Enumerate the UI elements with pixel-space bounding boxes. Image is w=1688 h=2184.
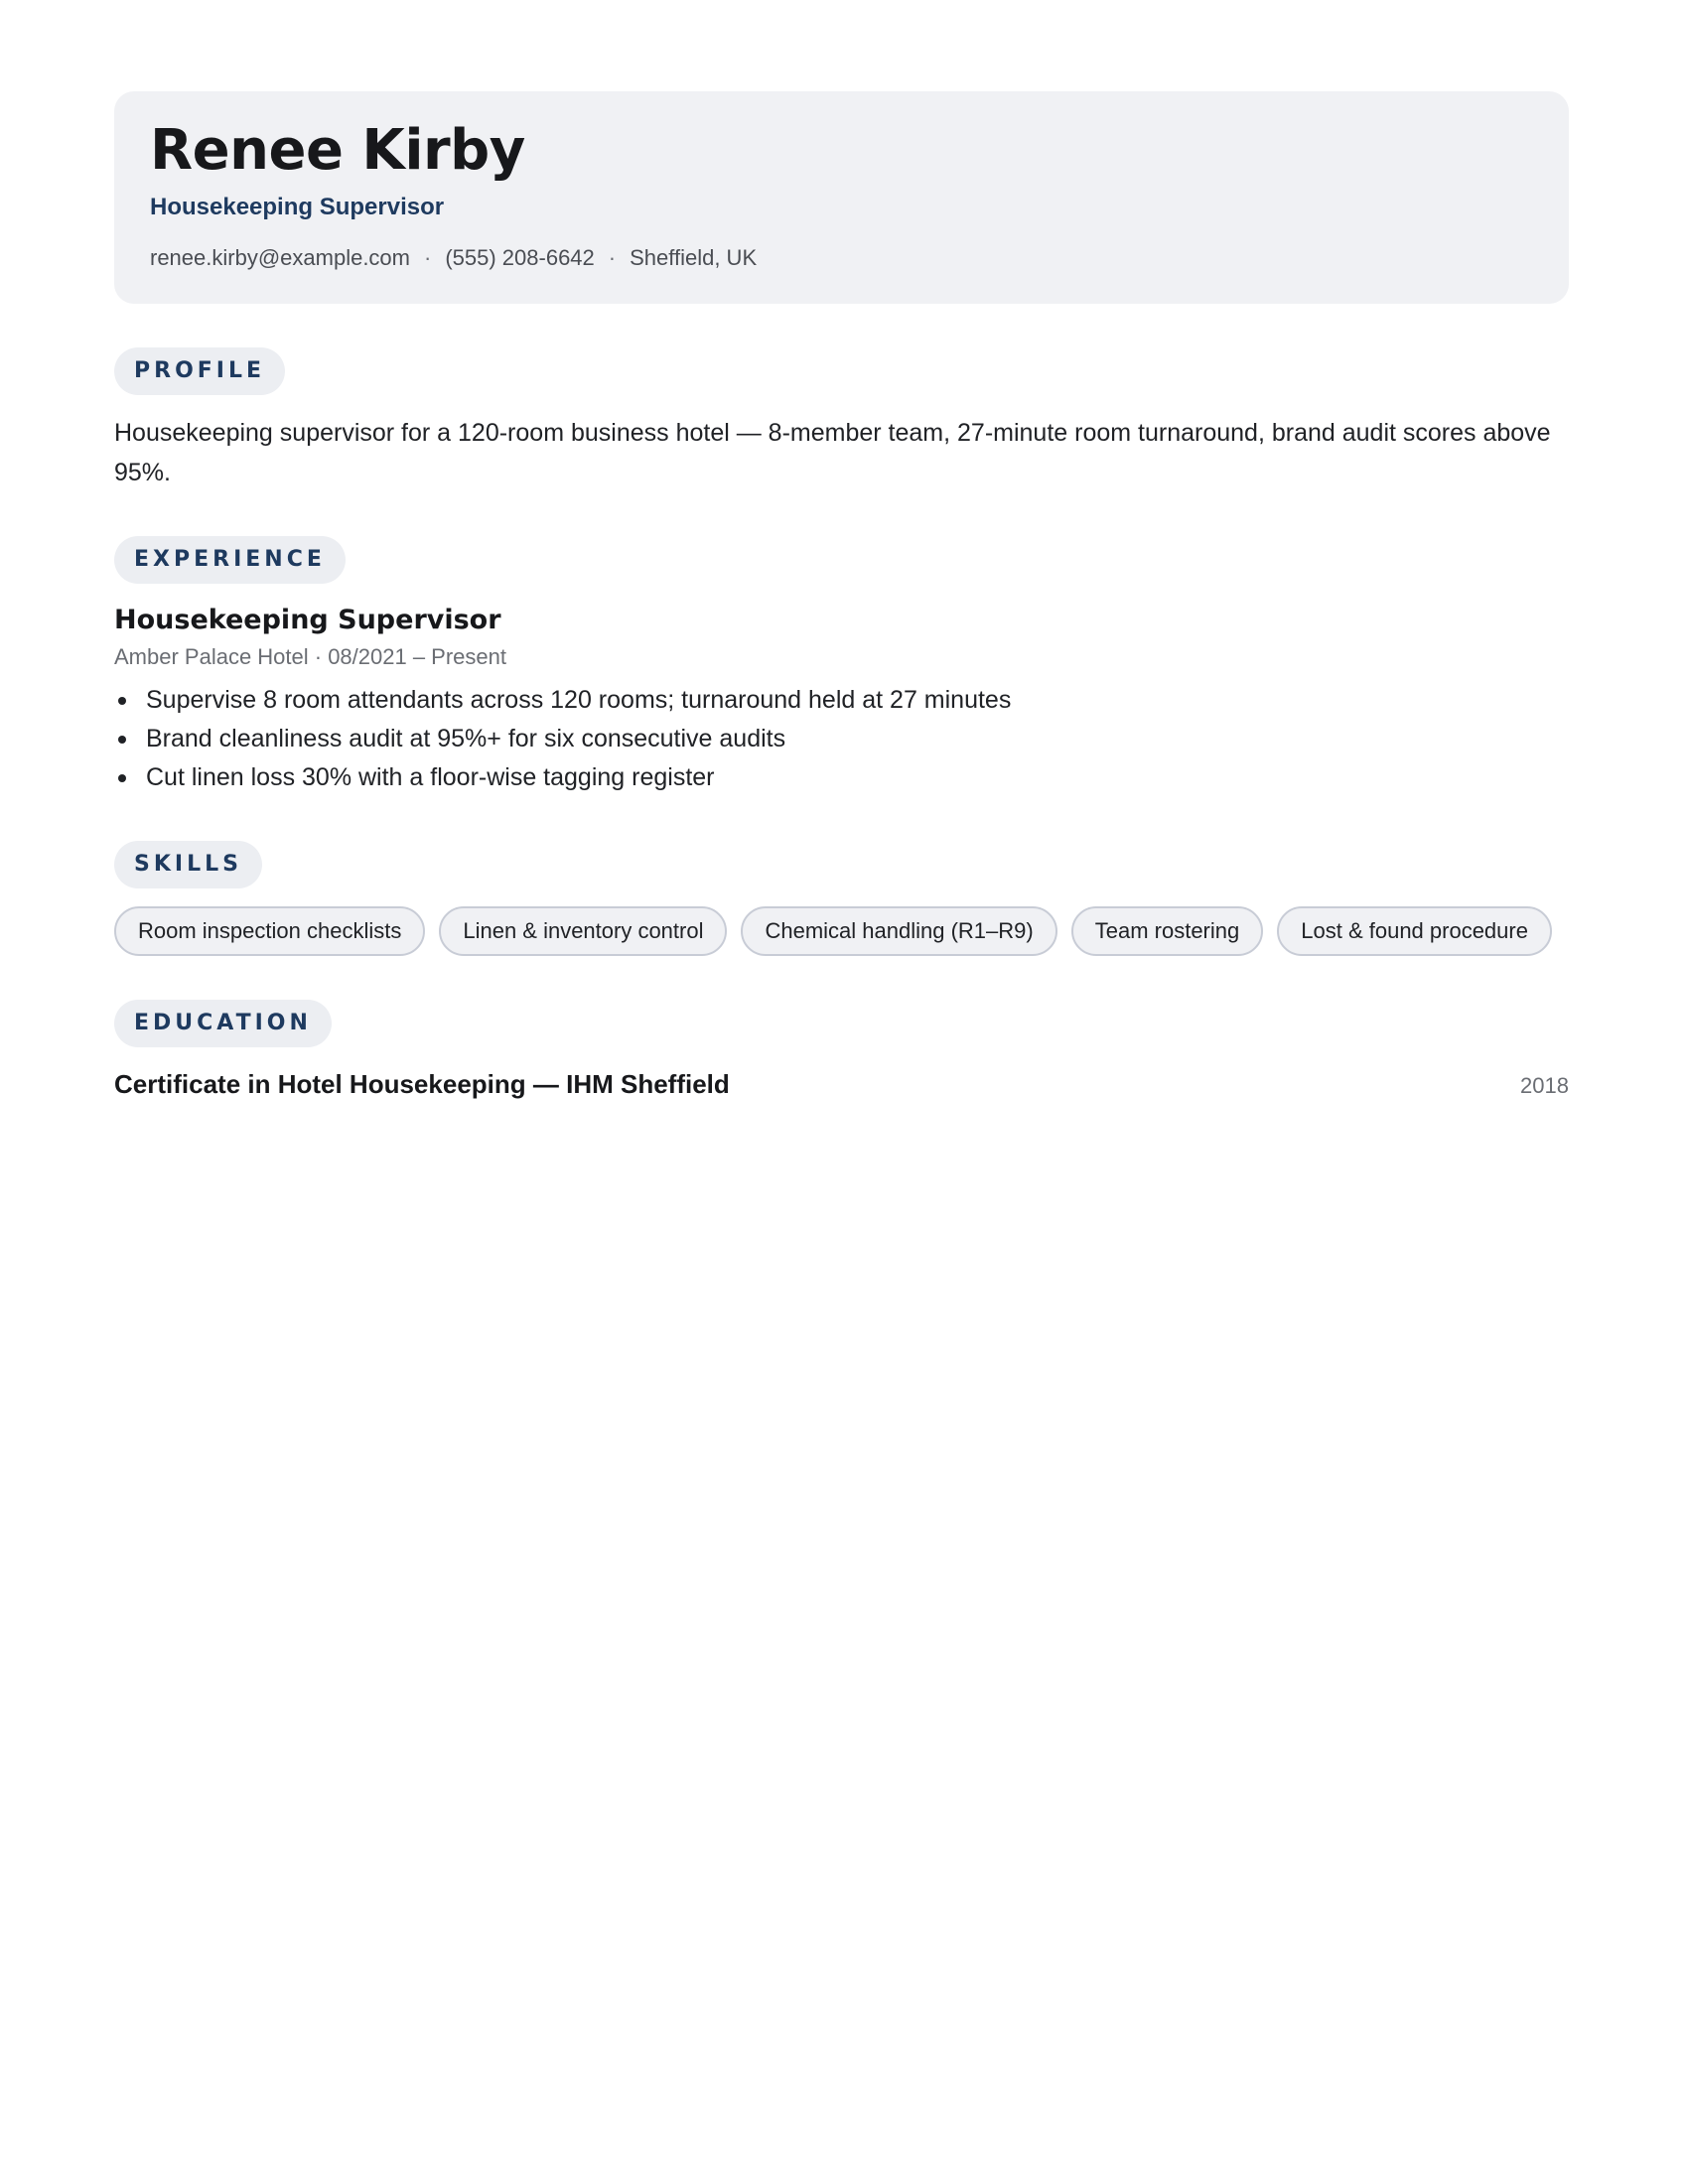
education-year: 2018 <box>1520 1073 1569 1098</box>
job-entry <box>114 604 1569 797</box>
job-bullet: Supervise 8 room attendants across 120 rooms; turnaround held at 27 minutes <box>146 681 1569 720</box>
job-meta: Amber Palace Hotel · 08/2021 – Present <box>114 644 507 669</box>
skill-chip: Chemical handling (R1–R9) <box>741 906 1056 956</box>
profile-heading: PROFILE <box>114 347 285 395</box>
experience-heading: EXPERIENCE <box>114 536 346 584</box>
skills-section <box>114 841 1569 970</box>
resume-header <box>114 91 1569 304</box>
education-section <box>114 1000 1569 1101</box>
skill-chip: Lost & found procedure <box>1277 906 1552 956</box>
education-entry <box>114 1067 1569 1101</box>
contact-phone[interactable]: (555) 208-6642 <box>445 245 595 270</box>
education-degree: Certificate in Hotel Housekeeping — IHM Sheffield <box>114 1069 730 1099</box>
job-title: Housekeeping Supervisor <box>114 605 501 635</box>
job-bullet: Brand cleanliness audit at 95%+ for six consecutive audits <box>146 720 1569 758</box>
education-heading: EDUCATION <box>114 1000 332 1047</box>
skills-heading: SKILLS <box>114 841 262 888</box>
candidate-name: Renee Kirby <box>150 118 525 183</box>
contact-email[interactable]: renee.kirby@example.com <box>150 245 410 270</box>
profile-section <box>114 347 1569 492</box>
contact-separator: · <box>424 245 432 270</box>
contact-line <box>150 244 1533 272</box>
job-bullets <box>114 681 1569 797</box>
skills-list <box>114 906 1569 970</box>
profile-summary: Housekeeping supervisor for a 120-room business hotel — 8-member team, 27-minute room turnaround, brand audit scores above 95%. <box>114 419 1551 486</box>
experience-section <box>114 536 1569 797</box>
contact-location: Sheffield, UK <box>630 245 758 270</box>
resume-page <box>114 91 1569 1101</box>
contact-separator: · <box>608 245 617 270</box>
skill-chip: Linen & inventory control <box>439 906 727 956</box>
job-bullet: Cut linen loss 30% with a floor-wise tagging register <box>146 758 1569 797</box>
skill-chip: Room inspection checklists <box>114 906 425 956</box>
candidate-title: Housekeeping Supervisor <box>150 194 445 220</box>
skill-chip: Team rostering <box>1071 906 1264 956</box>
